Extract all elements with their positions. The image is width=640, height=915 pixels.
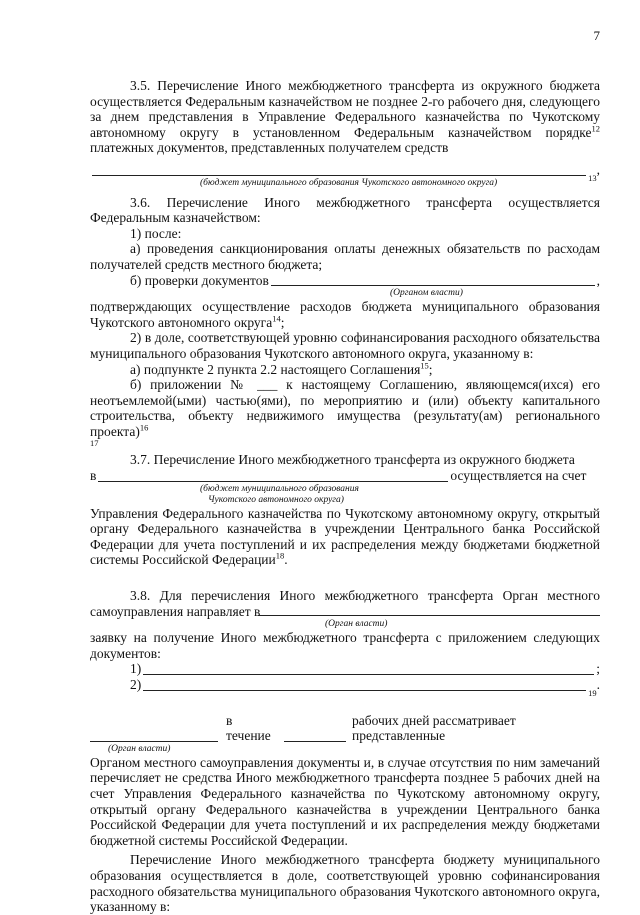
document-body [90, 78, 600, 915]
footnote-ref-18: 18 [275, 550, 285, 561]
p39-mid: в течение [226, 712, 271, 744]
p38-blank-line [90, 617, 600, 619]
item-a2-subpoint: а) подпункте 2 пункта 2.2 настоящего Соглашения$^{15}$; [130, 360, 433, 377]
item-a2-text: а) подпункте 2 пункта 2.2 настоящего Соглашения [130, 361, 421, 377]
p38-text: 3.8. Для перечисления Иного межбюджетного трансферта Орган местного самоуправления направляет в [90, 588, 600, 619]
p38-continuation: заявку на получение Иного межбюджетного трансферта с приложением следующих документов: [90, 630, 600, 661]
paragraph-3-5-text2: платежных документов, представленных получателем средств [90, 140, 449, 156]
item-1-after: 1) после: [130, 225, 182, 241]
item-b2-appendix [90, 377, 600, 439]
paragraph-transfer: Перечисление Иного межбюджетного трансферта бюджету муниципального образования осуществляется в доле, соответствующей уровню софинансирования расходного обязательства муниципального образования Чукотского автономного округа, указанному в: [90, 852, 600, 915]
p37-caption-1: (бюджет муниципального образования [200, 483, 359, 494]
p37-continuation: Управления Федерального казначейства по Чукотскому автономному округу, открытый органу Федерального казначейства в учреждении Центрального банка Российской Федерации для учета поступлений и их распределения между бюджетами бюджетной системы Российской Федерации$^{18}$. [90, 505, 600, 568]
p39-continuation: Органом местного самоуправления документы и, в случае отсутствия по ним замечаний перечисляет не средства Иного межбюджетного трансферта позднее 5 рабочих дней на счет Управления Федерального казначейства по Чукотскому автономному округу, открытый органу Федерального казначейства в учреждении Центрального банка Российской Федерации для учета поступлений и их распределения между бюджетами бюджетной системы Российской Федерации. [90, 754, 600, 848]
p37-caption-2: Чукотского автономного округа) [208, 494, 344, 505]
footnote-ref-12: 12 [591, 123, 600, 134]
doc-line-2: 2) 19 . [130, 677, 600, 698]
p37-blank-line [90, 468, 600, 484]
page-number: 7 [593, 28, 600, 43]
doc-line-1: 1) ; [130, 661, 600, 677]
budget-caption: (бюджет муниципального образования Чукотского автономного округа) [200, 177, 498, 188]
item-b-documents: б) проверки документов , [130, 272, 600, 288]
item-b-prefix: б) проверки документов [130, 272, 269, 288]
item-b-cont-text: подтверждающих осуществление расходов бюджета муниципального образования Чукотского автономного округа [90, 299, 600, 330]
item-b2-text: б) приложении № ___ к настоящему Соглашению, являющемся(ихся) его неотъемлемой(ыми) частью(ями), по мероприятию и (или) объекту капитального строительства, объекту недвижимого имущества (результату(ам) регионального проекта) [90, 377, 600, 439]
doc-item-2: 2) [130, 677, 142, 692]
footnote-ref-16: 16 [139, 422, 149, 433]
p37-suffix: осуществляется на счет [450, 468, 587, 484]
budget-blank-line: 13 , [90, 162, 600, 178]
doc-item-1: 1) [130, 661, 142, 677]
p39-line [90, 713, 600, 744]
p39-end: рабочих дней рассматривает представленные [351, 712, 516, 744]
footnote-ref-15: 15 [420, 360, 429, 370]
paragraph-3-7: 3.7. Перечисление Иного межбюджетного трансферта из окружного бюджета [130, 452, 575, 468]
item-a-sanction: а) проведения санкционирования оплаты денежных обязательств по расходам получателей средств местного бюджета; [90, 241, 600, 272]
item-2-share: 2) в доле, соответствующей уровню софинансирования расходного обязательства муниципального образования Чукотского автономного округа, указанному в: [90, 330, 600, 361]
organ-caption-3: (Орган власти) [108, 743, 171, 754]
footnote-ref-17: 17 [90, 438, 99, 449]
paragraph-3-6: 3.6. Перечисление Иного межбюджетного трансферта осуществляется Федеральным казначейством: [90, 194, 600, 226]
footnote-ref-14: 14 [272, 313, 281, 324]
paragraph-3-5-text: 3.5. Перечисление Иного межбюджетного трансферта из окружного бюджета осуществляется Федеральным казначейством не позднее 2-го рабочего дня, следующего за днем представления в Управление Федерального казначейства по Чукотскому автономному округу в установленном Федеральным казначейством порядке [90, 78, 600, 140]
item-b-continuation: подтверждающих осуществление расходов бюджета муниципального образования Чукотского автономного округа$^{14}$; [90, 299, 600, 330]
paragraph-3-5 [90, 78, 600, 156]
organ-caption-2: (Орган власти) [325, 619, 388, 630]
organ-caption-1: (Органом власти) [390, 288, 463, 299]
p37-cont-text: Управления Федерального казначейства по Чукотскому автономному округу, открытый органу Федерального казначейства в учреждении Центрального банка Российской Федерации для учета поступлений и их распределения между бюджетами бюджетной системы Российской Федерации [90, 505, 600, 568]
p37-prefix: в [90, 468, 97, 484]
